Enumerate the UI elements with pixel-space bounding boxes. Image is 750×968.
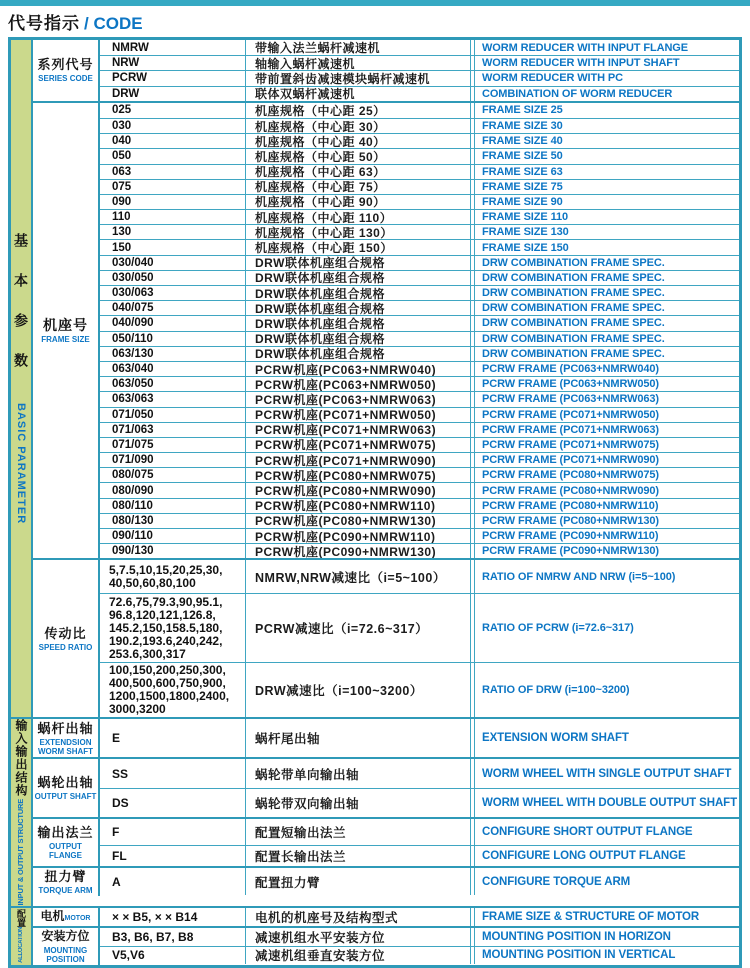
description-en-cell: RATIO OF PCRW (i=72.6~317) xyxy=(474,594,739,662)
description-en-cell: WORM REDUCER WITH INPUT FLANGE xyxy=(474,40,739,55)
description-zh-cell: PCRW机座(PC080+NMRW110) xyxy=(246,499,471,513)
band-strip-label-en: INPUT & OUTPUT STRUCTURE xyxy=(16,799,25,906)
category-label-en: EXTENDSION WORM SHAFT xyxy=(37,737,94,756)
category-label-zh: 输出法兰 xyxy=(37,825,94,841)
description-zh-cell: 减速机组水平安装方位 xyxy=(246,928,471,946)
description-en-cell: FRAME SIZE 50 xyxy=(474,149,739,163)
description-zh-cell: 配置短输出法兰 xyxy=(246,819,471,845)
table-row xyxy=(100,255,739,270)
table-row xyxy=(100,361,739,376)
table-row xyxy=(100,270,739,285)
description-zh-cell: PCRW机座(PC063+NMRW050) xyxy=(246,377,471,391)
band-strip-input-output-structure xyxy=(11,719,33,905)
description-zh-cell: DRW联体机座组合规格 xyxy=(246,332,471,346)
section-extension-worm-shaft xyxy=(33,719,739,757)
description-en-cell: FRAME SIZE 30 xyxy=(474,119,739,133)
table-row xyxy=(100,422,739,437)
table-row xyxy=(100,498,739,513)
code-cell: NRW xyxy=(100,56,246,70)
category-label-zh: 安装方位 xyxy=(41,928,90,943)
description-en-cell: PCRW FRAME (PC080+NMRW090) xyxy=(474,483,739,497)
band-sections xyxy=(33,719,739,905)
band-basic-parameter xyxy=(11,40,739,717)
band-strip-label-en: BASIC PARAMETER xyxy=(15,403,27,525)
category-cell-extension-worm-shaft xyxy=(33,719,100,757)
category-label-zh: 系列代号 xyxy=(37,57,94,73)
code-cell: 071/063 xyxy=(100,423,246,437)
table-row xyxy=(100,346,739,361)
section-rows xyxy=(100,719,739,757)
section-frame-size xyxy=(33,101,739,559)
table-row xyxy=(100,315,739,330)
category-label-en: SERIES CODE xyxy=(38,74,93,84)
description-en-cell: PCRW FRAME (PC071+NMRW063) xyxy=(474,423,739,437)
table-row xyxy=(100,543,739,558)
description-zh-cell: 轴输入蜗杆减速机 xyxy=(246,56,471,70)
description-zh-cell: 蜗轮带双向输出轴 xyxy=(246,789,471,817)
category-label-zh: 蜗轮出轴 xyxy=(37,775,94,791)
code-cell: 030 xyxy=(100,119,246,133)
category-label-en: OUTPUT FLANGE xyxy=(49,842,82,861)
description-en-cell: FRAME SIZE 150 xyxy=(474,240,739,254)
category-cell-series-code xyxy=(33,40,100,101)
code-table xyxy=(8,37,742,968)
code-cell: 100,150,200,250,300, 400,500,600,750,900, 1200,1500,1800,2400, 3000,3200 xyxy=(100,663,246,717)
description-zh-cell: DRW联体机座组合规格 xyxy=(246,271,471,285)
description-en-cell: PCRW FRAME (PC080+NMRW110) xyxy=(474,499,739,513)
description-en-cell: DRW COMBINATION FRAME SPEC. xyxy=(474,271,739,285)
description-zh-cell: 机座规格（中心距 25） xyxy=(246,103,471,118)
description-en-cell: PCRW FRAME (PC063+NMRW040) xyxy=(474,362,739,376)
code-cell: 72.6,75,79.3,90,95.1, 96.8,120,121,126.8, 145.2,150,158.5,180, 190.2,193.6,240,242, 253.6,300,317 xyxy=(100,594,246,662)
table-row xyxy=(100,946,739,964)
band-strip-allocation xyxy=(11,908,33,965)
category-label-en: MOUNTING POSITION xyxy=(43,945,88,964)
description-zh-cell: DRW联体机座组合规格 xyxy=(246,347,471,361)
table-row xyxy=(100,224,739,239)
description-en-cell: CONFIGURE LONG OUTPUT FLANGE xyxy=(474,846,739,866)
description-zh-cell: 机座规格（中心距 40） xyxy=(246,134,471,148)
code-cell: DRW xyxy=(100,87,246,101)
table-row xyxy=(100,908,739,926)
description-zh-cell: PCRW机座(PC063+NMRW063) xyxy=(246,392,471,406)
table-row xyxy=(100,819,739,845)
description-en-cell: WORM REDUCER WITH INPUT SHAFT xyxy=(474,56,739,70)
description-en-cell: FRAME SIZE & STRUCTURE OF MOTOR xyxy=(474,908,739,926)
section-mounting-position xyxy=(33,926,739,965)
band-strip-label-zh: 配置 xyxy=(16,909,26,928)
page-title-en: / CODE xyxy=(84,14,143,33)
description-en-cell: PCRW FRAME (PC071+NMRW090) xyxy=(474,453,739,467)
section-output-flange xyxy=(33,817,739,866)
description-zh-cell: 配置长输出法兰 xyxy=(246,846,471,866)
code-cell: 040/075 xyxy=(100,301,246,315)
description-zh-cell: PCRW机座(PC071+NMRW090) xyxy=(246,453,471,467)
band-strip-basic-parameter xyxy=(11,40,33,717)
description-zh-cell: PCRW机座(PC080+NMRW090) xyxy=(246,483,471,497)
description-en-cell: FRAME SIZE 75 xyxy=(474,180,739,194)
table-row xyxy=(100,759,739,788)
description-en-cell: DRW COMBINATION FRAME SPEC. xyxy=(474,332,739,346)
description-en-cell: FRAME SIZE 130 xyxy=(474,225,739,239)
code-cell: 090/110 xyxy=(100,529,246,543)
band-sections xyxy=(33,908,739,965)
description-en-cell: PCRW FRAME (PC063+NMRW063) xyxy=(474,392,739,406)
table-row xyxy=(100,513,739,528)
table-row xyxy=(100,285,739,300)
description-zh-cell: 机座规格（中心距 75） xyxy=(246,180,471,194)
description-en-cell: DRW COMBINATION FRAME SPEC. xyxy=(474,347,739,361)
description-zh-cell: PCRW机座(PC080+NMRW130) xyxy=(246,514,471,528)
category-label-zh: 传动比 xyxy=(44,625,87,641)
description-en-cell: PCRW FRAME (PC080+NMRW130) xyxy=(474,514,739,528)
category-cell-output-shaft xyxy=(33,759,100,817)
table-row xyxy=(100,662,739,717)
description-zh-cell: 机座规格（中心距 90） xyxy=(246,195,471,209)
description-en-cell: PCRW FRAME (PC090+NMRW130) xyxy=(474,544,739,558)
section-rows xyxy=(100,928,739,965)
band-strip-label-en: ALLOCATION xyxy=(18,927,24,964)
description-zh-cell: DRW减速比（i=100~3200） xyxy=(246,663,471,717)
table-row xyxy=(100,179,739,194)
description-en-cell: CONFIGURE TORQUE ARM xyxy=(474,868,739,895)
description-en-cell: MOUNTING POSITION IN VERTICAL xyxy=(474,947,739,964)
code-cell: PCRW xyxy=(100,71,246,85)
table-row xyxy=(100,593,739,662)
table-row xyxy=(100,300,739,315)
code-cell: 050 xyxy=(100,149,246,163)
band-input-output-structure xyxy=(11,717,739,905)
table-row xyxy=(100,528,739,543)
section-speed-ratio xyxy=(33,558,739,717)
description-zh-cell: 蜗杆尾出轴 xyxy=(246,719,471,757)
description-en-cell: DRW COMBINATION FRAME SPEC. xyxy=(474,286,739,300)
description-en-cell: RATIO OF NMRW AND NRW (i=5~100) xyxy=(474,560,739,593)
table-row xyxy=(100,70,739,85)
code-cell: 110 xyxy=(100,210,246,224)
code-cell: 040/090 xyxy=(100,316,246,330)
category-label-en: OUTPUT SHAFT xyxy=(34,792,97,802)
table-row xyxy=(100,868,739,895)
description-zh-cell: 配置扭力臂 xyxy=(246,868,471,895)
top-accent-bar xyxy=(0,0,750,6)
description-zh-cell: DRW联体机座组合规格 xyxy=(246,256,471,270)
category-label-zh: 蜗杆出轴 xyxy=(37,720,94,736)
table-row xyxy=(100,845,739,866)
code-cell: E xyxy=(100,719,246,757)
category-cell-torque-arm xyxy=(33,868,100,896)
code-cell: 063/063 xyxy=(100,392,246,406)
code-cell: 030/063 xyxy=(100,286,246,300)
description-zh-cell: PCRW机座(PC063+NMRW040) xyxy=(246,362,471,376)
table-row xyxy=(100,719,739,757)
table-row xyxy=(100,40,739,55)
table-row xyxy=(100,407,739,422)
code-cell: 063/040 xyxy=(100,362,246,376)
table-row xyxy=(100,482,739,497)
code-cell: 030/040 xyxy=(100,256,246,270)
code-cell: 150 xyxy=(100,240,246,254)
band-strip-label-zh: 基本参数 xyxy=(13,233,29,394)
description-en-cell: DRW COMBINATION FRAME SPEC. xyxy=(474,256,739,270)
description-en-cell: MOUNTING POSITION IN HORIZON xyxy=(474,928,739,946)
table-row xyxy=(100,376,739,391)
code-cell: SS xyxy=(100,759,246,788)
table-row xyxy=(100,133,739,148)
description-zh-cell: 机座规格（中心距 50） xyxy=(246,149,471,163)
category-label-zh: 机座号 xyxy=(43,316,88,333)
description-en-cell: WORM WHEEL WITH DOUBLE OUTPUT SHAFT xyxy=(474,789,739,817)
code-cell: A xyxy=(100,868,246,895)
code-cell: DS xyxy=(100,789,246,817)
code-cell: V5,V6 xyxy=(100,947,246,964)
description-zh-cell: PCRW机座(PC090+NMRW130) xyxy=(246,544,471,558)
category-cell-speed-ratio xyxy=(33,560,100,717)
code-cell: 071/050 xyxy=(100,408,246,422)
description-en-cell: FRAME SIZE 63 xyxy=(474,165,739,179)
table-row xyxy=(100,467,739,482)
code-cell: 071/090 xyxy=(100,453,246,467)
code-cell: 063/130 xyxy=(100,347,246,361)
description-zh-cell: NMRW,NRW减速比（i=5~100） xyxy=(246,560,471,593)
table-row xyxy=(100,560,739,593)
description-zh-cell: PCRW机座(PC071+NMRW075) xyxy=(246,438,471,452)
description-zh-cell: 蜗轮带单向输出轴 xyxy=(246,759,471,788)
description-zh-cell: 减速机组垂直安装方位 xyxy=(246,947,471,964)
description-en-cell: DRW COMBINATION FRAME SPEC. xyxy=(474,316,739,330)
description-en-cell: EXTENSION WORM SHAFT xyxy=(474,719,739,757)
description-zh-cell: PCRW机座(PC071+NMRW050) xyxy=(246,408,471,422)
code-cell: 090 xyxy=(100,195,246,209)
band-strip-label-zh: 输入输出结构 xyxy=(14,719,28,798)
table-row xyxy=(100,55,739,70)
description-en-cell: WORM WHEEL WITH SINGLE OUTPUT SHAFT xyxy=(474,759,739,788)
table-row xyxy=(100,928,739,946)
description-zh-cell: PCRW机座(PC071+NMRW063) xyxy=(246,423,471,437)
section-rows xyxy=(100,819,739,866)
description-en-cell: FRAME SIZE 90 xyxy=(474,195,739,209)
code-cell: 071/075 xyxy=(100,438,246,452)
description-zh-cell: DRW联体机座组合规格 xyxy=(246,286,471,300)
category-cell-motor xyxy=(33,908,100,926)
description-zh-cell: 带前置斜齿减速模块蜗杆减速机 xyxy=(246,71,471,85)
description-zh-cell: 带输入法兰蜗杆减速机 xyxy=(246,40,471,55)
description-zh-cell: 联体双蜗杆减速机 xyxy=(246,87,471,101)
section-output-shaft xyxy=(33,757,739,817)
code-cell: 080/110 xyxy=(100,499,246,513)
description-en-cell: COMBINATION OF WORM REDUCER xyxy=(474,87,739,101)
table-row xyxy=(100,164,739,179)
page-title-zh: 代号指示 xyxy=(8,14,80,33)
category-cell-output-flange xyxy=(33,819,100,866)
code-cell: 080/075 xyxy=(100,468,246,482)
table-row xyxy=(100,86,739,101)
section-motor xyxy=(33,908,739,926)
description-en-cell: WORM REDUCER WITH PC xyxy=(474,71,739,85)
description-en-cell: FRAME SIZE 40 xyxy=(474,134,739,148)
description-en-cell: CONFIGURE SHORT OUTPUT FLANGE xyxy=(474,819,739,845)
page-title xyxy=(8,9,750,34)
section-rows xyxy=(100,40,739,101)
category-label-zh: 扭力臂 xyxy=(44,869,87,885)
table-row xyxy=(100,452,739,467)
section-torque-arm xyxy=(33,866,739,896)
description-zh-cell: 机座规格（中心距 63） xyxy=(246,165,471,179)
description-zh-cell: PCRW机座(PC090+NMRW110) xyxy=(246,529,471,543)
band-allocation xyxy=(11,906,739,965)
table-row xyxy=(100,194,739,209)
description-zh-cell: DRW联体机座组合规格 xyxy=(246,316,471,330)
category-label-en: TORQUE ARM xyxy=(38,886,93,896)
category-label-en: SPEED RATIO xyxy=(38,642,93,652)
category-cell-mounting-position xyxy=(33,928,100,965)
section-rows xyxy=(100,908,739,926)
code-cell: 075 xyxy=(100,180,246,194)
section-series-code xyxy=(33,40,739,101)
code-cell: 130 xyxy=(100,225,246,239)
description-en-cell: FRAME SIZE 110 xyxy=(474,210,739,224)
section-rows xyxy=(100,759,739,817)
code-cell: 5,7.5,10,15,20,25,30, 40,50,60,80,100 xyxy=(100,560,246,593)
section-rows xyxy=(100,103,739,559)
description-zh-cell: 机座规格（中心距 110） xyxy=(246,210,471,224)
description-en-cell: PCRW FRAME (PC071+NMRW075) xyxy=(474,438,739,452)
table-row xyxy=(100,788,739,817)
band-sections xyxy=(33,40,739,717)
description-en-cell: PCRW FRAME (PC080+NMRW075) xyxy=(474,468,739,482)
code-cell: 050/110 xyxy=(100,332,246,346)
category-cell-frame-size xyxy=(33,103,100,559)
description-zh-cell: 电机的机座号及结构型式 xyxy=(246,908,471,926)
code-cell: NMRW xyxy=(100,40,246,55)
table-row xyxy=(100,103,739,118)
table-row xyxy=(100,331,739,346)
code-cell: 030/050 xyxy=(100,271,246,285)
section-rows xyxy=(100,560,739,717)
code-cell: FL xyxy=(100,846,246,866)
table-row xyxy=(100,209,739,224)
table-row xyxy=(100,437,739,452)
description-zh-cell: PCRW机座(PC080+NMRW075) xyxy=(246,468,471,482)
code-cell: 063/050 xyxy=(100,377,246,391)
code-cell: × × B5, × × B14 xyxy=(100,908,246,926)
description-en-cell: DRW COMBINATION FRAME SPEC. xyxy=(474,301,739,315)
category-label-en: FRAME SIZE xyxy=(41,334,90,344)
code-cell: 080/130 xyxy=(100,514,246,528)
code-cell: 025 xyxy=(100,103,246,118)
code-cell: 040 xyxy=(100,134,246,148)
table-row xyxy=(100,118,739,133)
code-cell: 063 xyxy=(100,165,246,179)
table-row xyxy=(100,391,739,406)
code-cell: B3, B6, B7, B8 xyxy=(100,928,246,946)
description-zh-cell: 机座规格（中心距 30） xyxy=(246,119,471,133)
description-en-cell: PCRW FRAME (PC063+NMRW050) xyxy=(474,377,739,391)
description-en-cell: FRAME SIZE 25 xyxy=(474,103,739,118)
table-row xyxy=(100,148,739,163)
description-en-cell: RATIO OF DRW (i=100~3200) xyxy=(474,663,739,717)
code-cell: 090/130 xyxy=(100,544,246,558)
description-en-cell: PCRW FRAME (PC090+NMRW110) xyxy=(474,529,739,543)
table-row xyxy=(100,239,739,254)
description-zh-cell: 机座规格（中心距 130） xyxy=(246,225,471,239)
code-cell: 080/090 xyxy=(100,483,246,497)
description-zh-cell: DRW联体机座组合规格 xyxy=(246,301,471,315)
description-zh-cell: PCRW减速比（i=72.6~317） xyxy=(246,594,471,662)
code-cell: F xyxy=(100,819,246,845)
category-label-en: MOTOR xyxy=(64,914,91,922)
category-label-zh: 电机 xyxy=(40,909,65,924)
section-rows xyxy=(100,868,739,896)
description-zh-cell: 机座规格（中心距 150） xyxy=(246,240,471,254)
description-en-cell: PCRW FRAME (PC071+NMRW050) xyxy=(474,408,739,422)
